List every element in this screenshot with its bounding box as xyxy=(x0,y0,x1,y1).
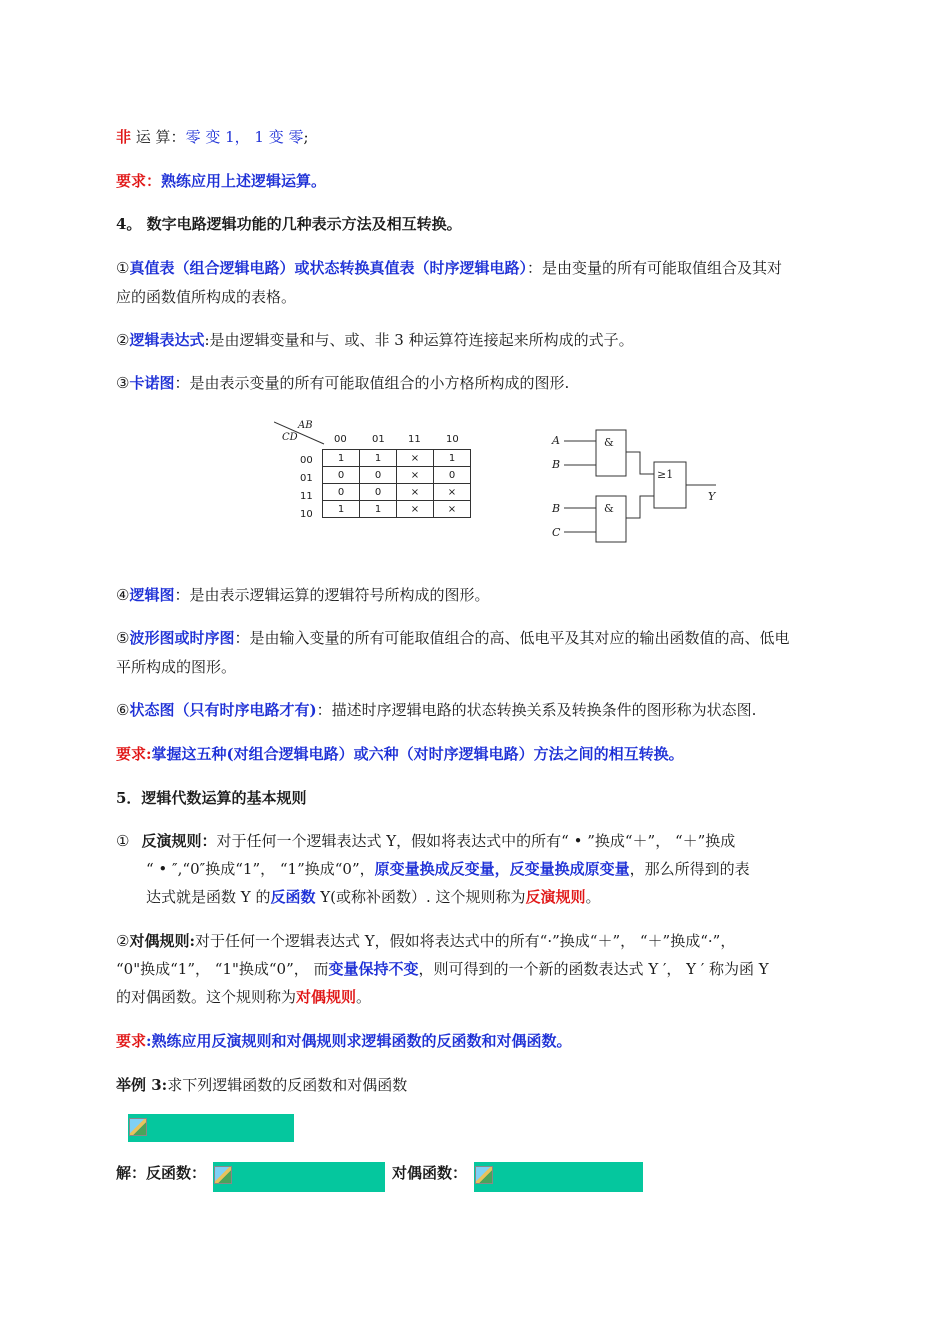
rule-2-line2 xyxy=(116,959,769,979)
req3-label: 要求 xyxy=(116,1032,147,1050)
requirement-3 xyxy=(116,1031,572,1051)
example-3 xyxy=(116,1075,407,1095)
kmap-corner-ab: AB xyxy=(298,420,313,431)
broken-image-icon xyxy=(475,1166,493,1184)
wire-and2-or xyxy=(626,496,654,518)
rule2-l3c: 。 xyxy=(356,988,372,1006)
kmap-cell: × xyxy=(397,450,434,467)
kmap-row xyxy=(323,450,471,467)
rule2-l2a: “0"换成“1”， “1"换成“0”， 而 xyxy=(116,960,329,978)
not-operation-line xyxy=(116,127,309,147)
section-5-heading: 5．逻辑代数运算的基本规则 xyxy=(116,789,307,807)
rule1-text: 对于任何一个逻辑表达式 Y，假如将表达式中的所有“ • ”换成“＋”， “＋”换成 xyxy=(216,832,736,850)
output-y-label: Y xyxy=(708,490,716,503)
kmap-cell: 0 xyxy=(360,484,397,501)
item3-desc: ：是由表示变量的所有可能取值组合的小方格所构成的图形. xyxy=(174,374,570,392)
kmap-cell: × xyxy=(397,467,434,484)
kmap-row-header: 10 xyxy=(300,509,313,520)
item4-desc: ：是由表示逻辑运算的逻辑符号所构成的图形。 xyxy=(174,586,490,604)
rule1-num: ① xyxy=(116,832,130,850)
item5-num: ⑤ xyxy=(116,629,130,647)
rule1-l3e: 。 xyxy=(585,888,601,906)
kmap-col-header: 00 xyxy=(334,434,347,445)
rule-2-line1 xyxy=(116,931,735,951)
input-a-label: A xyxy=(552,434,560,447)
req2-text: 掌握这五种(对组合逻辑电路）或六种（对时序逻辑电路）方法之间的相互转换。 xyxy=(151,745,684,763)
section-4-heading: 4。 数字电路逻辑功能的几种表示方法及相互转换。 xyxy=(116,215,462,233)
item-6-line xyxy=(116,700,756,720)
formula-image-question xyxy=(128,1114,294,1142)
req3-text: :熟练应用反演规则和对偶规则求逻辑函数的反函数和对偶函数。 xyxy=(146,1032,572,1050)
karnaugh-map-figure xyxy=(274,418,484,528)
item3-num: ③ xyxy=(116,374,130,392)
rule-2-line3 xyxy=(116,987,371,1007)
kmap-cell: × xyxy=(397,501,434,518)
rule1-l3d: 反演规则 xyxy=(525,888,586,906)
rule-1-line3 xyxy=(146,887,601,907)
rule2-num: ② xyxy=(116,932,130,950)
ex3-label: 举例 3: xyxy=(116,1076,168,1094)
requirement-2 xyxy=(116,744,684,764)
item6-desc: ：描述时序逻辑电路的状态转换关系及转换条件的图形称为状态图. xyxy=(316,701,757,719)
item-1-line2: 应的函数值所构成的表格。 xyxy=(116,288,297,306)
wire-and1-or xyxy=(626,452,654,474)
requirement-1 xyxy=(116,171,326,191)
broken-image-icon xyxy=(129,1118,147,1136)
item2-term: 逻辑表达式 xyxy=(129,331,205,349)
kmap-cell: × xyxy=(434,484,471,501)
logic-diagram xyxy=(548,428,748,548)
or-gate-symbol: ≥1 xyxy=(657,468,674,481)
item2-num: ② xyxy=(116,331,130,349)
item2-desc: :是由逻辑变量和与、或、非 3 种运算符连接起来所构成的式子。 xyxy=(204,331,634,349)
dual-label: 对偶函数： xyxy=(392,1164,468,1182)
kmap-cell: 0 xyxy=(360,467,397,484)
not-rule: 零 变 1， 1 变 零 xyxy=(185,128,304,146)
input-c-label: C xyxy=(552,526,561,539)
kmap-cell: 0 xyxy=(323,467,360,484)
item1-num: ① xyxy=(116,259,130,277)
req2-label: 要求: xyxy=(116,745,152,763)
ex3-text: 求下列逻辑函数的反函数和对偶函数 xyxy=(167,1076,408,1094)
req1-label: 要求： xyxy=(116,172,162,190)
broken-image-icon xyxy=(214,1166,232,1184)
kmap-row xyxy=(323,501,471,518)
item1-desc: ：是由变量的所有可能取值组合及其对 xyxy=(526,259,782,277)
item-3-line xyxy=(116,373,569,393)
kmap-row-header: 00 xyxy=(300,455,313,466)
kmap-col-header: 11 xyxy=(408,434,421,445)
item-5-line1 xyxy=(116,628,789,648)
item5-desc: ：是由输入变量的所有可能取值组合的高、低电平及其对应的输出函数值的高、低电 xyxy=(234,629,790,647)
item1-term: 真值表（组合逻辑电路）或状态转换真值表（时序逻辑电路） xyxy=(129,259,527,277)
rule1-l3a: 达式就是函数 Y 的 xyxy=(146,888,271,906)
kmap-cell: 1 xyxy=(323,501,360,518)
req1-text: 熟练应用上述逻辑运算。 xyxy=(161,172,327,190)
item6-num: ⑥ xyxy=(116,701,130,719)
kmap-row-headers xyxy=(300,452,313,524)
input-b2-label: B xyxy=(552,502,561,515)
item-4-line xyxy=(116,585,489,605)
kmap-row-header: 11 xyxy=(300,491,313,502)
rule2-l2c: ，则可得到的一个新的函数表达式 Y ′， Y ′ 称为函 Y xyxy=(418,960,769,978)
and-gate-1-symbol: & xyxy=(604,436,614,449)
kmap-col-header: 10 xyxy=(446,434,459,445)
item4-num: ④ xyxy=(116,586,130,604)
kmap-cell: 1 xyxy=(323,450,360,467)
not-label: 非 xyxy=(116,128,132,146)
rule1-l2c: ，那么所得到的表 xyxy=(629,860,750,878)
kmap-cell: × xyxy=(397,484,434,501)
rule2-l3b: 对偶规则 xyxy=(296,988,357,1006)
rule2-term: 对偶规则: xyxy=(129,932,195,950)
kmap-row xyxy=(323,467,471,484)
rule1-l2b: 原变量换成反变量，反变量换成原变量 xyxy=(374,860,630,878)
kmap-cell: 1 xyxy=(434,450,471,467)
not-text: 运 算： xyxy=(131,128,186,146)
item4-term: 逻辑图 xyxy=(129,586,175,604)
kmap-grid xyxy=(322,449,471,518)
item3-term: 卡诺图 xyxy=(129,374,175,392)
kmap-row-header: 01 xyxy=(300,473,313,484)
item-5-line2: 平所构成的图形。 xyxy=(116,658,237,676)
kmap-col-header: 01 xyxy=(372,434,385,445)
kmap-row xyxy=(323,484,471,501)
input-b-label: B xyxy=(552,458,561,471)
and-gate-2-symbol: & xyxy=(604,502,614,515)
rule1-l2a: “ • ″,“0″换成“1”， “1”换成“0”， xyxy=(146,860,375,878)
not-tail: ; xyxy=(303,128,309,146)
rule2-l2b: 变量保持不变 xyxy=(328,960,419,978)
kmap-cell: 1 xyxy=(360,501,397,518)
solution-label: 解：反函数： xyxy=(116,1164,207,1182)
formula-image-dual xyxy=(474,1162,643,1192)
rule-1-line1 xyxy=(116,831,735,851)
rule1-l3b: 反函数 xyxy=(270,888,316,906)
rule1-l3c: Y(或称补函数）. 这个规则称为 xyxy=(315,888,526,906)
formula-image-inverse xyxy=(213,1162,385,1192)
kmap-cell: 0 xyxy=(434,467,471,484)
rule1-term: 反演规则： xyxy=(141,832,217,850)
kmap-cell: 1 xyxy=(360,450,397,467)
rule2-l3a: 的对偶函数。这个规则称为 xyxy=(116,988,297,1006)
item-2-line xyxy=(116,330,634,350)
kmap-corner-cd: CD xyxy=(282,432,298,443)
kmap-cell: × xyxy=(434,501,471,518)
item-1-line1 xyxy=(116,258,782,278)
kmap-cell: 0 xyxy=(323,484,360,501)
item5-term: 波形图或时序图 xyxy=(129,629,235,647)
item6-term: 状态图（只有时序电路才有) xyxy=(129,701,317,719)
rule-1-line2 xyxy=(146,859,750,879)
rule2-text: 对于任何一个逻辑表达式 Y，假如将表达式中的所有“·”换成“＋”， “＋”换成“·”， xyxy=(195,932,736,950)
